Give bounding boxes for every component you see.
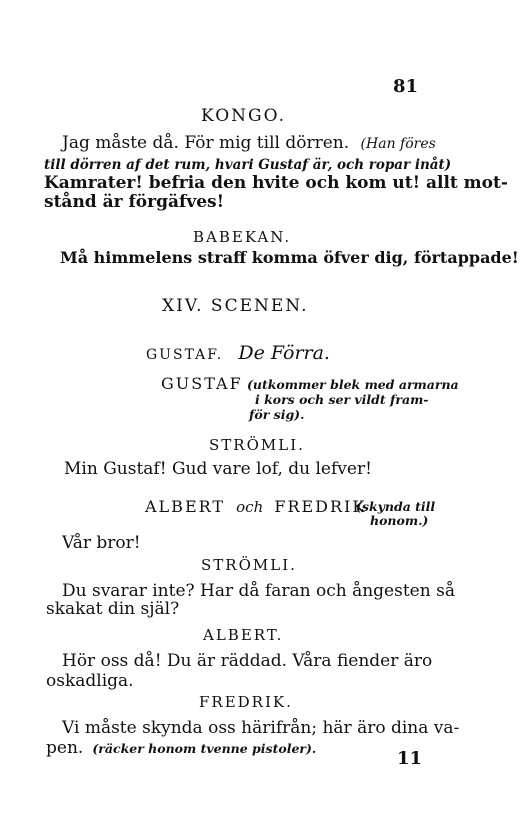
kongo-line-4: stånd är förgäfves! (44, 192, 225, 212)
speaker-albert-first: ALBERT (145, 497, 226, 516)
fredrik-line-1: Vi måste skynda oss härifrån; här äro dina va- (62, 718, 460, 738)
gustaf-stage-line-3: för sig). (249, 407, 305, 422)
gustaf-stage-line-1: (utkommer blek med armarna (247, 377, 459, 392)
albert-line-2: oskadliga. (46, 671, 134, 691)
albert-line-1: Hör oss då! Du är räddad. Våra fiender äro (62, 651, 433, 671)
heading-och: och (236, 498, 264, 516)
stromli-1-line-1: Min Gustaf! Gud vare lof, du lefver! (64, 459, 372, 479)
speaker-fredrik-first: FREDRIK (274, 497, 367, 516)
printer-signature: 11 (397, 748, 423, 769)
speaker-gustaf: GUSTAF (161, 374, 243, 393)
kongo-stage-direction: till dörren af det rum, hvari Gustaf är, och ropar inåt) (44, 157, 452, 173)
scene-character-others: De Förra. (238, 342, 330, 364)
speaker-stromli-1: STRÖMLI. (209, 436, 305, 454)
scene-characters (146, 342, 330, 364)
albert-fredrik-heading (145, 497, 366, 516)
speaker-fredrik: FREDRIK. (199, 693, 293, 711)
fredrik-line-2 (46, 738, 316, 758)
speaker-stromli-2: STRÖMLI. (201, 556, 297, 574)
kongo-line-1-stage: (Han föres (360, 136, 436, 152)
fredrik-stage-direction: (räcker honom tvenne pistoler). (92, 741, 317, 756)
speaker-albert: ALBERT. (203, 626, 284, 644)
page-number: 81 (393, 76, 419, 97)
speaker-babekan: BABEKAN. (193, 228, 292, 246)
speaker-kongo: KONGO. (201, 106, 286, 126)
scene-character-gustaf: GUSTAF. (146, 347, 224, 363)
scene-heading: XIV. SCENEN. (162, 296, 309, 316)
albert-fredrik-stage-1: (skynda till (356, 499, 436, 514)
albert-fredrik-stage-2: honom.) (370, 513, 429, 528)
stromli-2-line-2: skakat din själ? (46, 599, 180, 619)
fredrik-line-2-text: pen. (46, 738, 84, 758)
kongo-line-1-text: Jag måste då. För mig till dörren. (62, 133, 350, 153)
kongo-line-1 (62, 133, 436, 153)
albert-fredrik-line-1: Vår bror! (62, 533, 141, 553)
kongo-line-3: Kamrater! befria den hvite och kom ut! allt mot- (44, 173, 508, 193)
stromli-2-line-1: Du svarar inte? Har då faran och ångesten så (62, 581, 455, 601)
gustaf-stage-line-2: i kors och ser vildt fram- (255, 392, 429, 407)
babekan-line-1: Må himmelens straff komma öfver dig, förtappade! (60, 248, 519, 267)
